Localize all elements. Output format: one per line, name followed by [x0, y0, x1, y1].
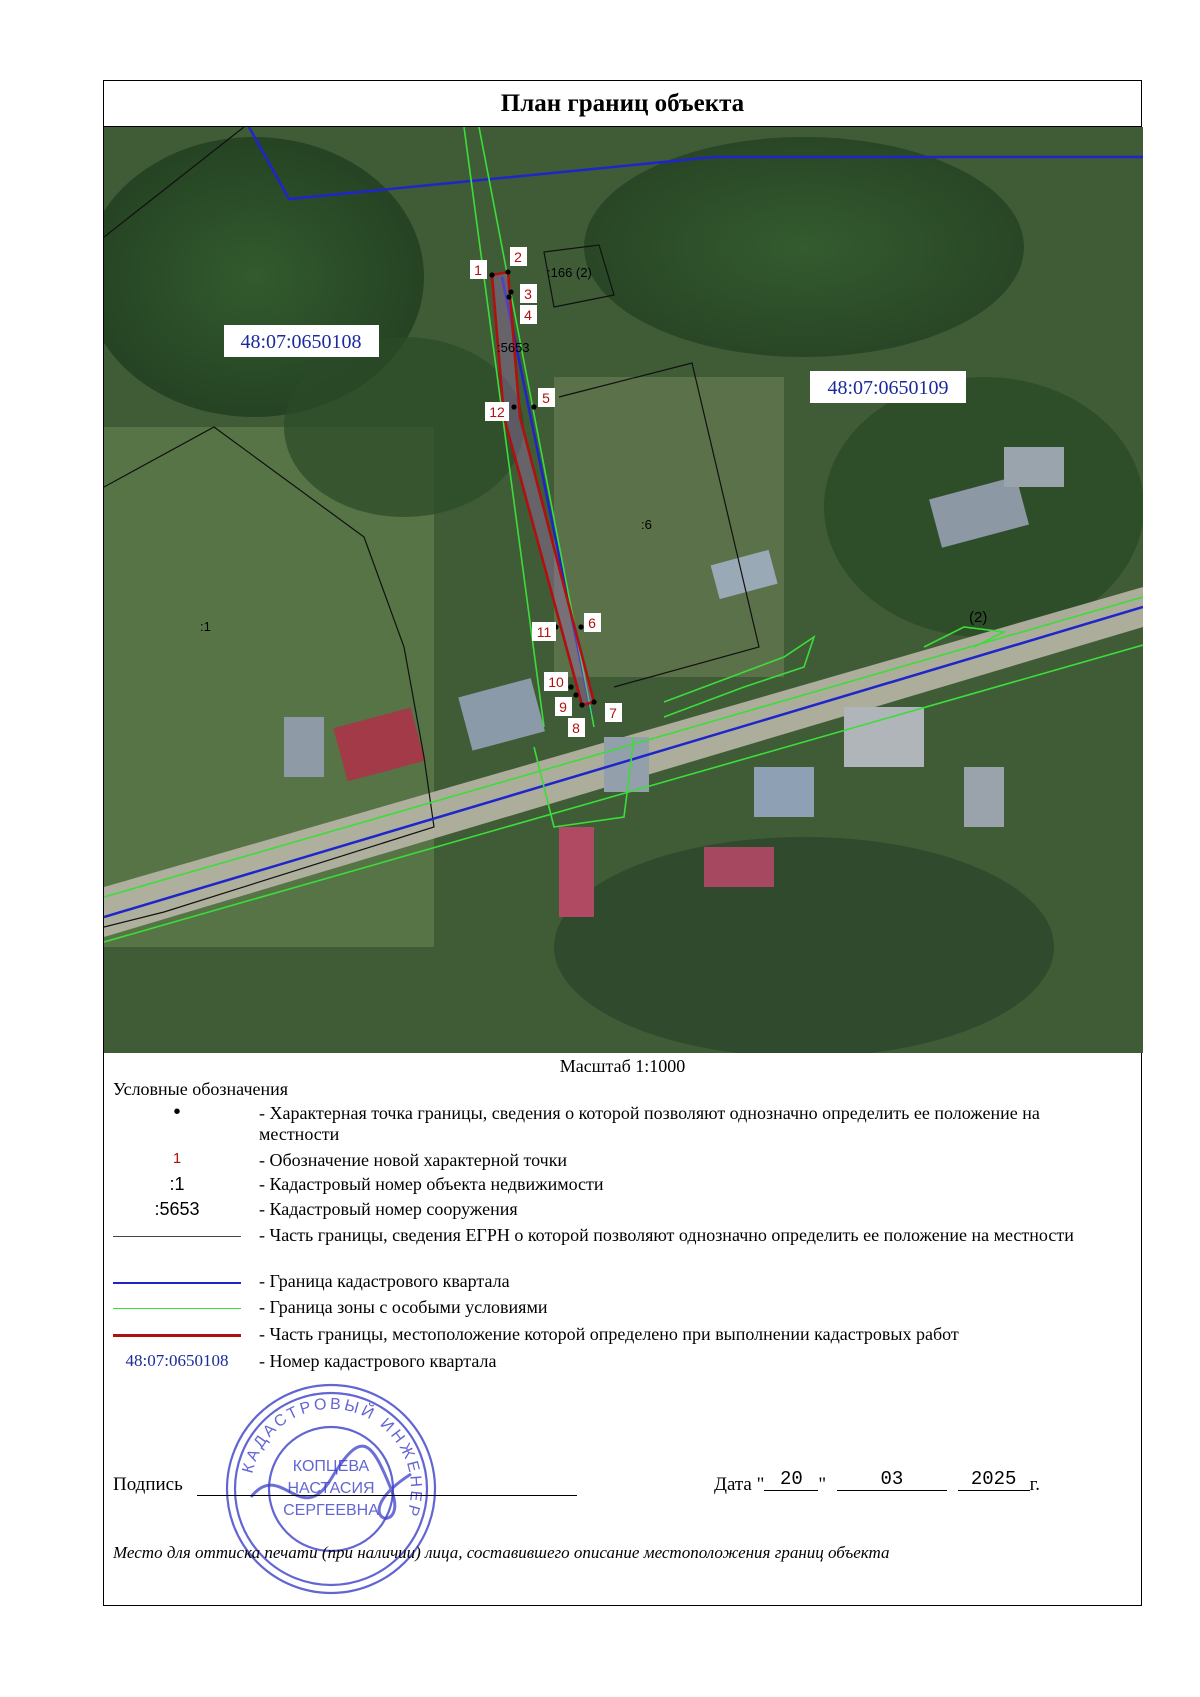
imagery-roof-8: [284, 717, 324, 777]
svg-text:3: 3: [524, 286, 532, 302]
point-2: [505, 269, 510, 274]
date-year-suffix: г.: [1029, 1474, 1041, 1495]
imagery-roof-7: [1004, 447, 1064, 487]
legend-text-quarter: - Граница кадастрового квартала: [259, 1271, 510, 1291]
point-label-1: [470, 260, 487, 279]
legend-symbol-quarter-number: 48:07:0650108: [125, 1351, 229, 1370]
imagery-roof-3: [704, 847, 774, 887]
imagery-roof-10: [844, 707, 924, 767]
svg-text:10: 10: [548, 674, 564, 690]
legend-text-structure: - Кадастровый номер сооружения: [259, 1199, 518, 1219]
point-1: [489, 272, 494, 277]
svg-text:НАСТАСИЯ: НАСТАСИЯ: [287, 1480, 375, 1497]
date-month[interactable]: 03: [837, 1468, 947, 1491]
svg-text:48:07:0650108: 48:07:0650108: [240, 331, 362, 353]
svg-text:9: 9: [559, 699, 567, 715]
signature-line[interactable]: [197, 1495, 577, 1496]
legend-symbol-new-point: 1: [172, 1150, 182, 1167]
legend-text-zone: - Граница зоны с особыми условиями: [259, 1297, 548, 1317]
point-label-5: [538, 388, 555, 407]
legend-symbol-dot: •: [173, 1101, 181, 1123]
imagery-trees-4: [284, 337, 524, 517]
svg-text:48:07:0650109: 48:07:0650109: [827, 377, 949, 399]
block-label-west: [224, 325, 379, 357]
point-7: [591, 699, 596, 704]
legend-line-egrn: [113, 1236, 241, 1237]
parcel-label-166: :166 (2): [547, 265, 592, 280]
point-label-2: [510, 247, 527, 266]
point-label-9: [555, 697, 572, 716]
svg-text:7: 7: [609, 705, 617, 721]
parcel-label-6: :6: [641, 517, 652, 532]
map-area: [104, 127, 1143, 1053]
parcel-label-1: :1: [200, 619, 211, 634]
svg-text:8: 8: [572, 720, 580, 736]
scale-label: Масштаб 1:1000: [559, 1056, 686, 1076]
date-day[interactable]: 20: [764, 1468, 818, 1491]
legend-line-quarter: [113, 1282, 241, 1284]
date-label: Дата: [714, 1474, 752, 1495]
point-12: [511, 404, 516, 409]
svg-text:12: 12: [489, 404, 505, 420]
date-block: Дата " 20 " 03 2025 г.: [714, 1468, 1041, 1495]
map-canvas: [104, 127, 1143, 1053]
legend-symbol-structure: :5653: [154, 1199, 200, 1219]
legend-text-quarter-number: - Номер кадастрового квартала: [259, 1351, 497, 1371]
svg-text:11: 11: [536, 624, 552, 640]
parcel-label-5653: :5653: [497, 340, 530, 355]
point-label-3: [520, 284, 537, 303]
svg-text:КАДАСТРОВЫЙ ИНЖЕНЕР: КАДАСТРОВЫЙ ИНЖЕНЕР: [239, 1395, 425, 1521]
svg-text:СЕРГЕЕВНА: СЕРГЕЕВНА: [283, 1502, 379, 1519]
legend-text-cadastral-object: - Кадастровый номер объекта недвижимости: [259, 1174, 604, 1194]
point-8: [579, 702, 584, 707]
imagery-roof-2: [559, 827, 594, 917]
point-10: [568, 684, 573, 689]
date-year[interactable]: 2025: [958, 1468, 1030, 1491]
stamp-place-note: Место для оттиска печати (при наличии) лица, составившего описание местоположения границ объекта: [113, 1543, 890, 1562]
svg-text:1: 1: [474, 262, 482, 278]
imagery-roof-12: [754, 767, 814, 817]
point-label-6: [584, 613, 601, 632]
point-label-7: [605, 703, 622, 722]
parcel-label-2: (2): [969, 609, 988, 626]
imagery-trees-2: [584, 137, 1024, 357]
svg-text:5: 5: [542, 390, 550, 406]
point-label-8: [568, 718, 585, 737]
svg-text:2: 2: [514, 249, 522, 265]
svg-text:4: 4: [524, 307, 532, 323]
svg-text:6: 6: [588, 615, 596, 631]
point-label-11: [532, 622, 556, 641]
svg-text:КОПЦЕВА: КОПЦЕВА: [292, 1458, 370, 1475]
point-6: [578, 624, 583, 629]
legend-title: Условные обозначения: [113, 1079, 289, 1099]
legend-line-zone: [113, 1308, 241, 1309]
point-9: [573, 692, 578, 697]
plan-sheet: [103, 80, 1142, 1606]
point-4: [506, 294, 511, 299]
imagery-trees-5: [554, 837, 1054, 1053]
legend-text-new-point: - Обозначение новой характерной точки: [259, 1150, 568, 1170]
point-3: [508, 289, 513, 294]
seal-stamp: [221, 1379, 441, 1599]
legend-text-new-boundary: - Часть границы, местоположение которой определено при выполнении кадастровых работ: [259, 1324, 959, 1344]
legend-text-point: - Характерная точка границы, сведения о которой позволяют однозначно определить ее положение на местности: [259, 1103, 1040, 1144]
point-label-10: [544, 672, 568, 691]
imagery-roof-11: [964, 767, 1004, 827]
legend-text-egrn: - Часть границы, сведения ЕГРН о которой позволяют однозначно определить ее положение на местности: [259, 1225, 1074, 1245]
signature-label: Подпись: [113, 1474, 183, 1495]
point-5: [531, 404, 536, 409]
point-label-12: [485, 402, 509, 421]
legend-symbol-cadastral-object: :1: [169, 1174, 185, 1194]
block-label-east: [810, 371, 966, 403]
page-title: План границ объекта: [104, 81, 1141, 127]
point-label-4: [520, 305, 537, 324]
legend-line-new-boundary: [113, 1334, 241, 1337]
